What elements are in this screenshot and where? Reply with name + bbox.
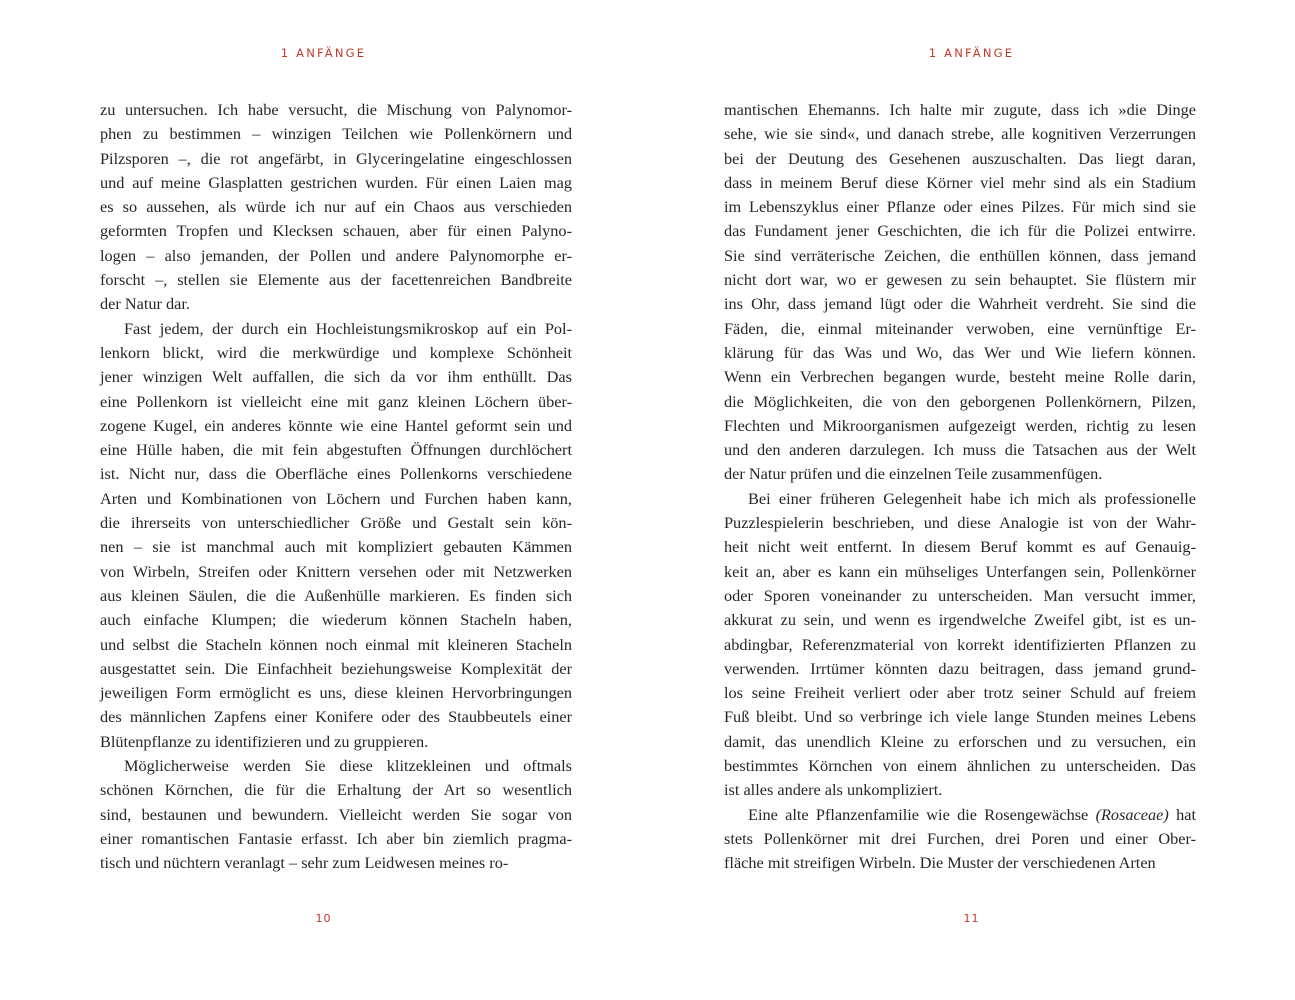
text-line: Blütenpflanze zu identifizieren und zu gruppieren. — [100, 731, 429, 751]
text-line: Eine alte Pflanzenfamilie wie die Rosengewächse (Rosaceae) hat — [748, 804, 1196, 824]
text-line: die ihrerseits von unterschiedlicher Größe und Gestalt sein kön- — [100, 513, 572, 533]
text-line: tisch und nüchtern veranlagt – sehr zum Leidwesen meines ro- — [100, 853, 509, 873]
text-line: Bei einer früheren Gelegenheit habe ich mich als professionelle — [748, 488, 1196, 508]
text-line: zogene Kugel, ein anderes könnte wie eine Hantel geformt sein und — [100, 415, 572, 435]
text-line: Fuß bleibt. Und so verbringe ich viele lange Stunden meines Lebens — [724, 707, 1196, 727]
text-line: los seine Freiheit verliert oder aber trotz seiner Schuld auf freiem — [724, 683, 1196, 703]
page-number-left: 10 — [315, 912, 332, 925]
text-line: logen – also jemanden, der Pollen und andere Palynomorphe er- — [100, 245, 572, 265]
italic-botanical-term: (Rosaceae) — [1095, 804, 1169, 824]
text-line: damit, das unendlich Kleine zu erforschen und zu versuchen, ein — [724, 731, 1196, 751]
text-line: es so aussehen, als würde ich nur auf ein Chaos aus verschieden — [100, 197, 572, 217]
text-line: dass in meinem Beruf diese Körner viel mehr sind als ein Stadium — [724, 172, 1196, 192]
text-line: fläche mit streifigen Wirbeln. Die Muster der verschiedenen Arten — [724, 853, 1156, 873]
text-line: eine Pollenkorn ist vielleicht eine mit ganz kleinen Löchern über- — [100, 391, 572, 411]
text-line: oder Sporen voneinander zu unterscheiden. Man versucht immer, — [724, 585, 1196, 605]
page-number-right: 11 — [963, 912, 980, 925]
text-line: im Lebenszyklus einer Pflanze oder eines Pilzes. Für mich sind sie — [724, 197, 1196, 217]
text-line: Arten und Kombinationen von Löchern und Furchen haben kann, — [100, 488, 572, 508]
text-line: aus kleinen Säulen, die die Außenhülle markieren. Es finden sich — [100, 585, 572, 605]
paragraph — [724, 487, 1196, 803]
text-line: die Möglichkeiten, die von den geborgenen Pollenkörnern, Pilzen, — [724, 391, 1196, 411]
text-line: sind, bestaunen und bewundern. Vielleicht werden Sie sogar von — [100, 804, 572, 824]
text-line: lenkorn blickt, wird die merkwürdige und komplexe Schönheit — [100, 342, 572, 362]
text-line: schönen Körnchen, die für die Erhaltung der Art so wesentlich — [100, 780, 572, 800]
text-line: Puzzlespielerin beschrieben, und diese Analogie ist von der Wahr- — [724, 513, 1196, 533]
text-line: von Wirbeln, Streifen oder Knittern versehen oder mit Netzwerken — [100, 561, 572, 581]
running-head-right: 1 ANFÄNGE — [928, 46, 1015, 60]
text-line: forscht –, stellen sie Elemente aus der facettenreichen Bandbreite — [100, 270, 572, 290]
text-line: heit nicht weit entfernt. In diesem Beruf kommt es auf Genauig- — [724, 537, 1196, 557]
text-line: nicht dort war, wo er gewesen zu sein behauptet. Sie flüstern mir — [724, 270, 1196, 290]
text-line: ausgestattet sein. Die Einfachheit beziehungsweise Komplexität der — [100, 658, 572, 678]
text-line: des männlichen Zapfens einer Konifere oder des Staubbeutels einer — [100, 707, 572, 727]
text-line: Flechten und Mikroorganismen aufgezeigt werden, richtig zu lesen — [724, 415, 1196, 435]
text-line: nen – sie ist manchmal auch mit kompliziert gebauten Kämmen — [100, 537, 572, 557]
running-head-left: 1 ANFÄNGE — [280, 46, 367, 60]
text-line: das Fundament jener Geschichten, die ich für die Polizei entwirre. — [724, 221, 1196, 241]
text-line: phen zu bestimmen – winzigen Teilchen wie Pollenkörnern und — [100, 124, 572, 144]
text-line: geformten Tropfen und Klecksen schauen, aber für einen Palyno- — [100, 221, 572, 241]
text-line: zu untersuchen. Ich habe versucht, die Mischung von Palynomor- — [100, 100, 572, 119]
text-line: klärung für das Was und Wo, das Wer und Wie liefern können. — [724, 342, 1196, 362]
paragraph — [100, 98, 572, 317]
text-line: Fäden, die, einmal miteinander verwoben, eine vernünftige Er- — [724, 318, 1196, 338]
text-line: ist alles andere als unkompliziert. — [724, 780, 943, 800]
left-page — [0, 0, 647, 1000]
text-line: ist. Nicht nur, dass die Oberfläche eines Pollenkorns verschiedene — [100, 464, 572, 484]
text-line: Fast jedem, der durch ein Hochleistungsmikroskop auf ein Pol- — [124, 318, 572, 338]
text-line: und den anderen darzulegen. Ich muss die Tatsachen aus der Welt — [724, 440, 1196, 460]
text-line: abdingbar, Referenzmaterial von korrekt identifizierten Pflanzen zu — [724, 634, 1196, 654]
right-text-block — [724, 98, 1196, 876]
text-line: und selbst die Stacheln können noch einmal mit kleineren Stacheln — [100, 634, 572, 654]
left-text-block — [100, 98, 572, 876]
text-line: Sie sind verräterische Zeichen, die enthüllen können, dass jemand — [724, 245, 1196, 265]
text-line: der Natur dar. — [100, 294, 190, 314]
text-line: Pilzsporen –, die rot angefärbt, in Glyceringelatine eingeschlossen — [100, 148, 572, 168]
text-line: einer romantischen Fantasie erfasst. Ich aber bin ziemlich pragma- — [100, 828, 572, 848]
text-line: jeweiligen Form ermöglicht es uns, diese kleinen Hervorbringungen — [100, 683, 572, 703]
text-line: Wenn ein Verbrechen begangen wurde, besteht meine Rolle darin, — [724, 367, 1196, 387]
text-line: Möglicherweise werden Sie diese klitzekleinen und oftmals — [124, 756, 572, 776]
text-line: keit an, aber es kann ein mühseliges Unterfangen sein, Pollenkörner — [724, 561, 1196, 581]
text-line: akkurat zu sein, und wenn es irgendwelche Zweifel gibt, ist es un- — [724, 610, 1196, 630]
text-line: bestimmtes Körnchen von einem ähnlichen zu unterscheiden. Das — [724, 756, 1196, 776]
text-line: ins Ohr, dass jemand lügt oder die Wahrheit verdreht. Sie sind die — [724, 294, 1196, 314]
text-line: jener winzigen Welt auffallen, die sich da vor ihm enthüllt. Das — [100, 367, 572, 387]
text-line: mantischen Ehemanns. Ich halte mir zugute, dass ich »die Dinge — [724, 100, 1196, 119]
paragraph — [724, 98, 1196, 487]
paragraph — [724, 803, 1196, 876]
text-line: bei der Deutung des Gesehenen auszuschalten. Das liegt daran, — [724, 148, 1196, 168]
right-page — [648, 0, 1295, 1000]
text-line: der Natur prüfen und die einzelnen Teile zusammenfügen. — [724, 464, 1103, 484]
text-line: sehe, wie sie sind«, und danach strebe, alle kognitiven Verzerrungen — [724, 124, 1196, 144]
paragraph — [100, 317, 572, 754]
italic-term-suffix: hat — [1168, 804, 1196, 824]
text-line: verwenden. Irrtümer könnten dazu beitragen, dass jemand grund- — [724, 658, 1196, 678]
text-line: eine Hülle haben, die mit fein abgestuften Öffnungen durchlöchert — [100, 440, 572, 460]
text-line: und auf meine Glasplatten gestrichen wurden. Für einen Laien mag — [100, 172, 572, 192]
text-line: stets Pollenkörner mit drei Furchen, drei Poren und einer Ober- — [724, 828, 1196, 848]
paragraph — [100, 754, 572, 875]
text-line: auch einfache Klumpen; die wiederum können Stacheln haben, — [100, 610, 572, 630]
